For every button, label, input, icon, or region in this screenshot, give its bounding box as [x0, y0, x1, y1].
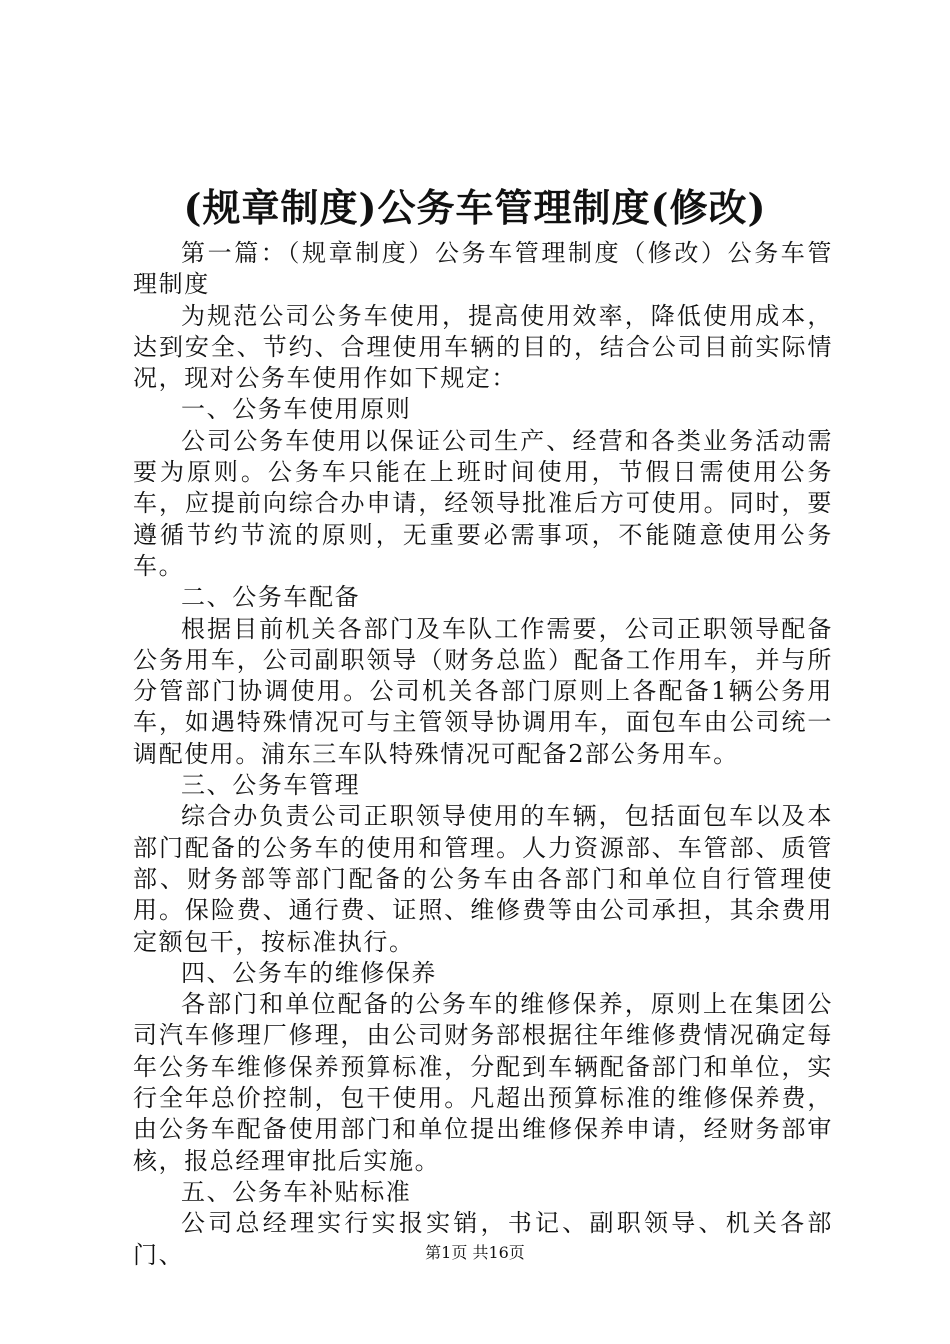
section-heading-3: 三、公务车管理	[181, 771, 361, 800]
section-heading-1: 一、公务车使用原则	[181, 395, 412, 424]
paragraph-section-3: 综合办负责公司正职领导使用的车辆，包括面包车以及本部门配备的公务车的使用和管理。人力资源部、车管部、质管部、财务部等部门配备的公务车由各部门和单位自行管理使用。保险费、通行费、证照、维修费等由公司承担，其余费用定额包干，按标准执行。	[133, 802, 833, 956]
section-heading-4: 四、公务车的维修保养	[181, 958, 437, 987]
document-title: (规章制度)公务车管理制度(修改)	[183, 185, 767, 230]
paragraph-section-2: 根据目前机关各部门及车队工作需要，公司正职领导配备公务用车，公司副职领导（财务总监）配备工作用车，并与所分管部门协调使用。公司机关各部门原则上各配备1辆公务用车，如遇特殊情况可与主管领导协调用车，面包车由公司统一调配使用。浦东三车队特殊情况可配备2部公务用车。	[133, 614, 833, 768]
paragraph-section-4: 各部门和单位配备的公务车的维修保养，原则上在集团公司汽车修理厂修理，由公司财务部根据往年维修费情况确定每年公务车维修保养预算标准，分配到车辆配备部门和单位，实行全年总价控制，包干使用。凡超出预算标准的维修保养费，由公务车配备使用部门和单位提出维修保养申请，经财务部审核，报总经理审批后实施。	[133, 990, 833, 1175]
section-heading-5: 五、公务车补贴标准	[181, 1177, 412, 1206]
paragraph-section-1: 公司公务车使用以保证公司生产、经营和各类业务活动需要为原则。公务车只能在上班时间使用，节假日需使用公务车，应提前向综合办申请，经领导批准后方可使用。同时，要遵循节约节流的原则，无重要必需事项，不能随意使用公务车。	[133, 426, 833, 580]
document-body	[133, 238, 833, 1271]
paragraph-intro: 第一篇：（规章制度）公务车管理制度（修改）公务车管理制度	[133, 239, 833, 299]
section-heading-2: 二、公务车配备	[181, 583, 361, 612]
paragraph-section-5: 公司总经理实行实报实销，书记、副职领导、机关各部门、	[133, 1209, 833, 1269]
page-number-footer: 第1页 共16页	[425, 1243, 525, 1262]
paragraph-purpose: 为规范公司公务车使用，提高使用效率，降低使用成本，达到安全、节约、合理使用车辆的目的，结合公司目前实际情况，现对公务车使用作如下规定：	[133, 301, 833, 393]
